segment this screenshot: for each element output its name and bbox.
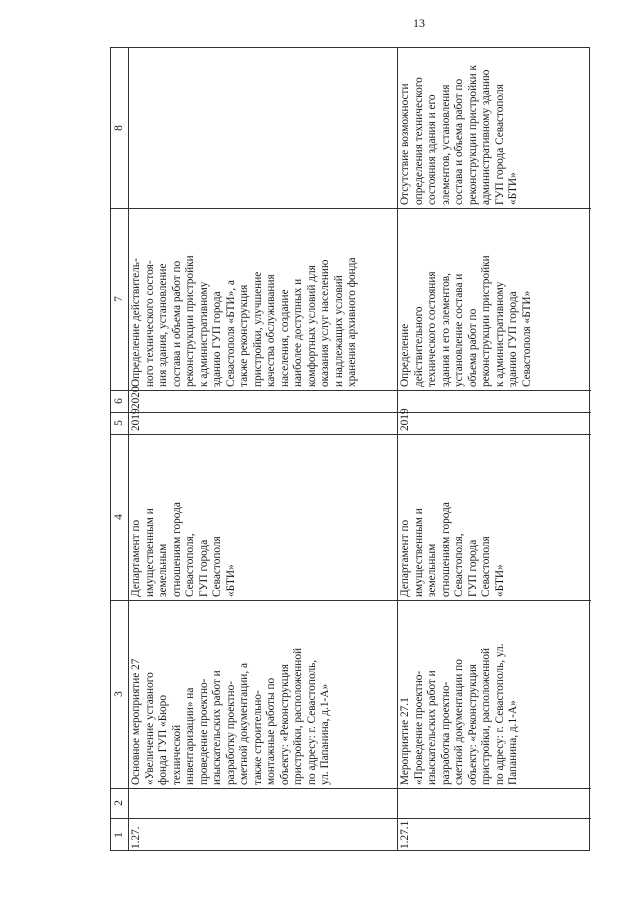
expected-result-line: ного технического состоя- (143, 260, 156, 387)
measure-name-line: изыскательских работ и (211, 670, 223, 785)
column-header (111, 818, 128, 852)
measure-name-line: сметной документации, а (238, 663, 250, 785)
expected-result-line: и надлежащих условий (332, 275, 345, 387)
executor-line: Севастополя, (453, 533, 465, 597)
measure-name-line: ул. Папанина, д.1-А» (319, 683, 331, 785)
cell-measure-name (397, 600, 591, 788)
measure-name-line: по адресу: г. Севастополь, (305, 659, 318, 785)
expected-result-line: оказания услуг населению (319, 259, 331, 387)
consequence-line: состава и объема работ по (453, 78, 465, 205)
measures-table (110, 47, 590, 851)
cell-executor (397, 434, 591, 600)
executor-line: имущественным и (412, 508, 425, 597)
cell-col2 (397, 788, 591, 818)
expected-result-line: Определение (399, 323, 411, 387)
column-header-label: 8 (113, 125, 125, 131)
cell-start-year (397, 408, 591, 434)
expected-result-line: пристройки, улучшение (251, 271, 264, 387)
measure-name-line: пристройки, расположенной (292, 647, 304, 785)
expected-result-line: также реконструкция (238, 284, 250, 387)
column-header-label: 7 (113, 296, 125, 302)
consequence-line: административному зданию (480, 69, 492, 205)
expected-result-line: Севастополя «БТИ», а (224, 280, 237, 387)
column-header (111, 48, 128, 208)
column-header-label: 5 (113, 420, 125, 426)
executor-line: Департамент по (130, 519, 142, 597)
expected-result-line: здания и его элементов, (439, 273, 452, 387)
cell-number (128, 818, 397, 852)
expected-result-line: комфортных условий для (305, 265, 318, 387)
column-header (111, 788, 128, 818)
column-header (111, 390, 128, 412)
measure-name-line: Основное мероприятие 27 (130, 658, 142, 785)
executor-line: имущественным и (143, 508, 156, 597)
cell-number (397, 818, 591, 852)
executor-line: «БТИ» (224, 564, 237, 597)
expected-result-line: к административному (493, 281, 506, 387)
page-number: 13 (413, 16, 425, 30)
column-header (111, 208, 128, 390)
expected-result-line: технического состояния (426, 271, 438, 387)
measure-name-line: разработка проектно- (439, 681, 452, 785)
executor-line: земельным (157, 543, 169, 597)
expected-result-line: Определение действитель- (130, 258, 142, 387)
expected-result-line: к административному (197, 281, 210, 387)
executor-line: земельным (426, 543, 438, 597)
measure-name-line: объекту: «Реконструкция (278, 664, 291, 785)
measure-name-line: Мероприятие 27.1 (399, 697, 411, 785)
measure-name-line: проведение проектно- (197, 678, 210, 785)
consequence-line: состояния здания и его (426, 94, 438, 205)
column-header (111, 434, 128, 600)
cell-start-year (128, 408, 397, 434)
column-header-label: 6 (113, 398, 125, 404)
start-year: 2019 (399, 408, 411, 431)
executor-line: Департамент по (399, 519, 411, 597)
end-year: 2020 (130, 386, 142, 409)
measure-name-line: «Проведение проектно- (412, 670, 425, 785)
expected-result-line: качества обслуживания (265, 274, 277, 387)
column-header (111, 412, 128, 434)
cell-consequences (128, 48, 397, 208)
executor-line: отношениям города (439, 502, 452, 597)
measure-name-line: также строительно- (251, 690, 264, 785)
measure-name-line: пристройки, расположенной (480, 647, 492, 785)
column-header (111, 600, 128, 788)
column-header-label: 4 (113, 514, 125, 520)
expected-result-line: зданию ГУП города (211, 291, 223, 387)
expected-result-line: наиболее доступных и (292, 278, 304, 387)
consequence-line: элементов, установления (439, 84, 452, 205)
expected-result-line: ния здания, установление (157, 263, 169, 387)
row-number: 1.27.1 (399, 820, 411, 849)
executor-line: «БТИ» (493, 564, 506, 597)
expected-result-line: населения, создание (278, 289, 291, 387)
measure-name-line: по адресу: г. Севастополь, ул. (493, 643, 506, 785)
consequence-line: ГУП города Севастополя (493, 84, 506, 205)
executor-line: Севастополя, (184, 533, 196, 597)
cell-executor (128, 434, 397, 600)
row-number: 1.27. (130, 826, 142, 849)
cell-end-year (397, 390, 591, 412)
expected-result-line: действительного (412, 306, 425, 387)
start-year: 2019 (130, 408, 142, 431)
expected-result-line: установление состава и (453, 273, 465, 387)
expected-result-line: реконструкции пристройки (480, 255, 492, 387)
cell-end-year (128, 386, 397, 412)
executor-line: ГУП города (197, 539, 210, 597)
consequence-line: реконструкции пристройки к (466, 65, 479, 205)
expected-result-line: Севастополя «БТИ» (520, 290, 533, 387)
cell-consequences (397, 48, 591, 208)
executor-line: Севастополя (480, 536, 492, 597)
consequence-line: «БТИ» (507, 172, 519, 205)
consequence-line: Отсутствие возможности (399, 83, 411, 205)
expected-result-line: зданию ГУП города (507, 291, 519, 387)
measure-name-line: объекту: «Реконструкция (466, 664, 479, 785)
measure-name-line: монтажные работы по (265, 677, 277, 785)
expected-result-line: состава и объема работ по (170, 260, 183, 387)
expected-result-line: объема работ по (466, 308, 479, 387)
expected-result-line: хранения архивного фонда (346, 257, 358, 387)
cell-measure-name (128, 600, 397, 788)
measure-name-line: сметной документации по (453, 659, 465, 785)
measure-name-line: разработку проектно- (224, 681, 237, 785)
executor-line: отношениям города (170, 502, 183, 597)
measure-name-line: изыскательских работ и (426, 670, 438, 785)
cell-expected-result (128, 208, 397, 390)
executor-line: Севастополя (211, 536, 223, 597)
column-header-label: 3 (113, 691, 125, 697)
executor-line: ГУП города (466, 539, 479, 597)
measure-name-line: Папанина, д.1-А» (507, 700, 519, 785)
measure-name-line: «Увеличение уставного (143, 672, 156, 785)
expected-result-line: реконструкции пристройки (184, 255, 196, 387)
column-header-label: 2 (113, 800, 125, 806)
cell-expected-result (397, 208, 591, 390)
consequence-line: определения технического (412, 77, 425, 205)
measure-name-line: инвентаризации» на (184, 687, 196, 785)
column-header-label: 1 (113, 832, 125, 838)
cell-col2 (128, 788, 397, 818)
measure-name-line: технической (170, 724, 183, 785)
measure-name-line: фонда ГУП «Бюро (157, 695, 169, 785)
